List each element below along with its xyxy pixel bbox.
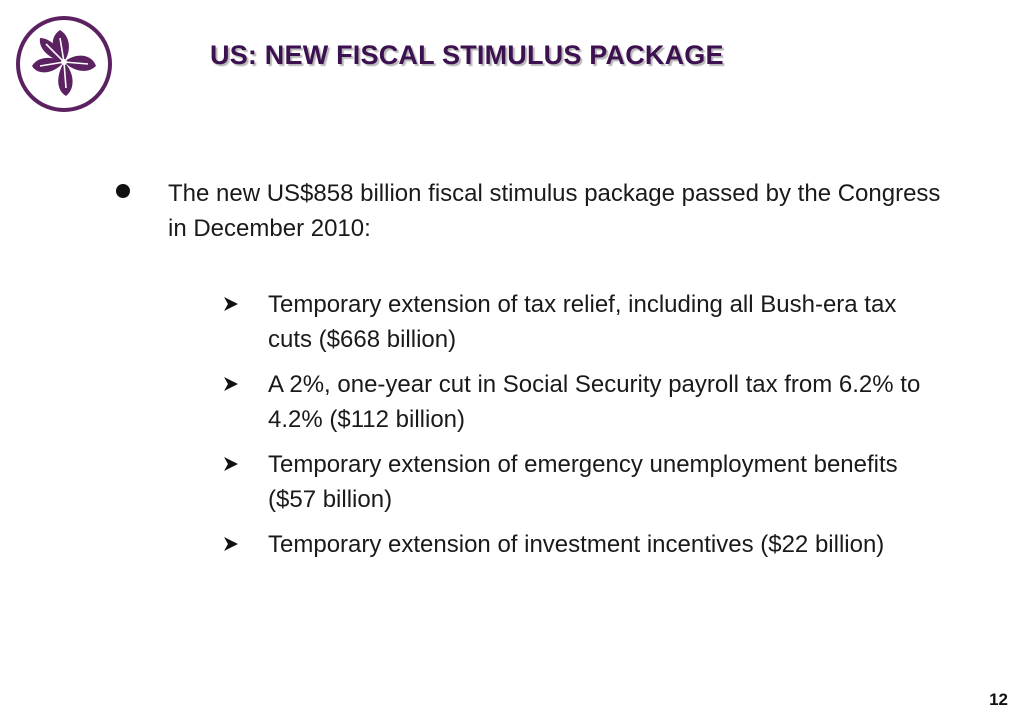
sub-bullet-item — [222, 527, 942, 562]
bauhinia-flower-logo-icon — [14, 14, 114, 114]
main-bullet-text: The new US$858 billion fiscal stimulus package passed by the Congress in December 2010: — [168, 180, 941, 242]
arrow-bullet-icon — [222, 295, 240, 313]
sub-bullet-item — [222, 287, 942, 357]
sub-bullet-text: Temporary extension of tax relief, including all Bush-era tax cuts ($668 billion) — [268, 291, 897, 353]
page-number: 12 — [989, 690, 1008, 709]
arrow-bullet-icon — [222, 535, 240, 553]
arrow-bullet-icon — [222, 375, 240, 393]
sub-bullet-text: A 2%, one-year cut in Social Security payroll tax from 6.2% to 4.2% ($112 billion) — [268, 371, 921, 433]
slide-title: US: NEW FISCAL STIMULUS PACKAGE — [210, 40, 724, 70]
sub-bullet-text: Temporary extension of emergency unemployment benefits ($57 billion) — [268, 451, 898, 513]
sub-bullet-item — [222, 367, 942, 437]
sub-bullet-text: Temporary extension of investment incentives ($22 billion) — [268, 531, 885, 558]
arrow-bullet-icon — [222, 455, 240, 473]
bullet-dot-icon — [116, 184, 130, 198]
sub-bullet-item — [222, 447, 942, 517]
sub-bullet-list — [222, 287, 942, 572]
